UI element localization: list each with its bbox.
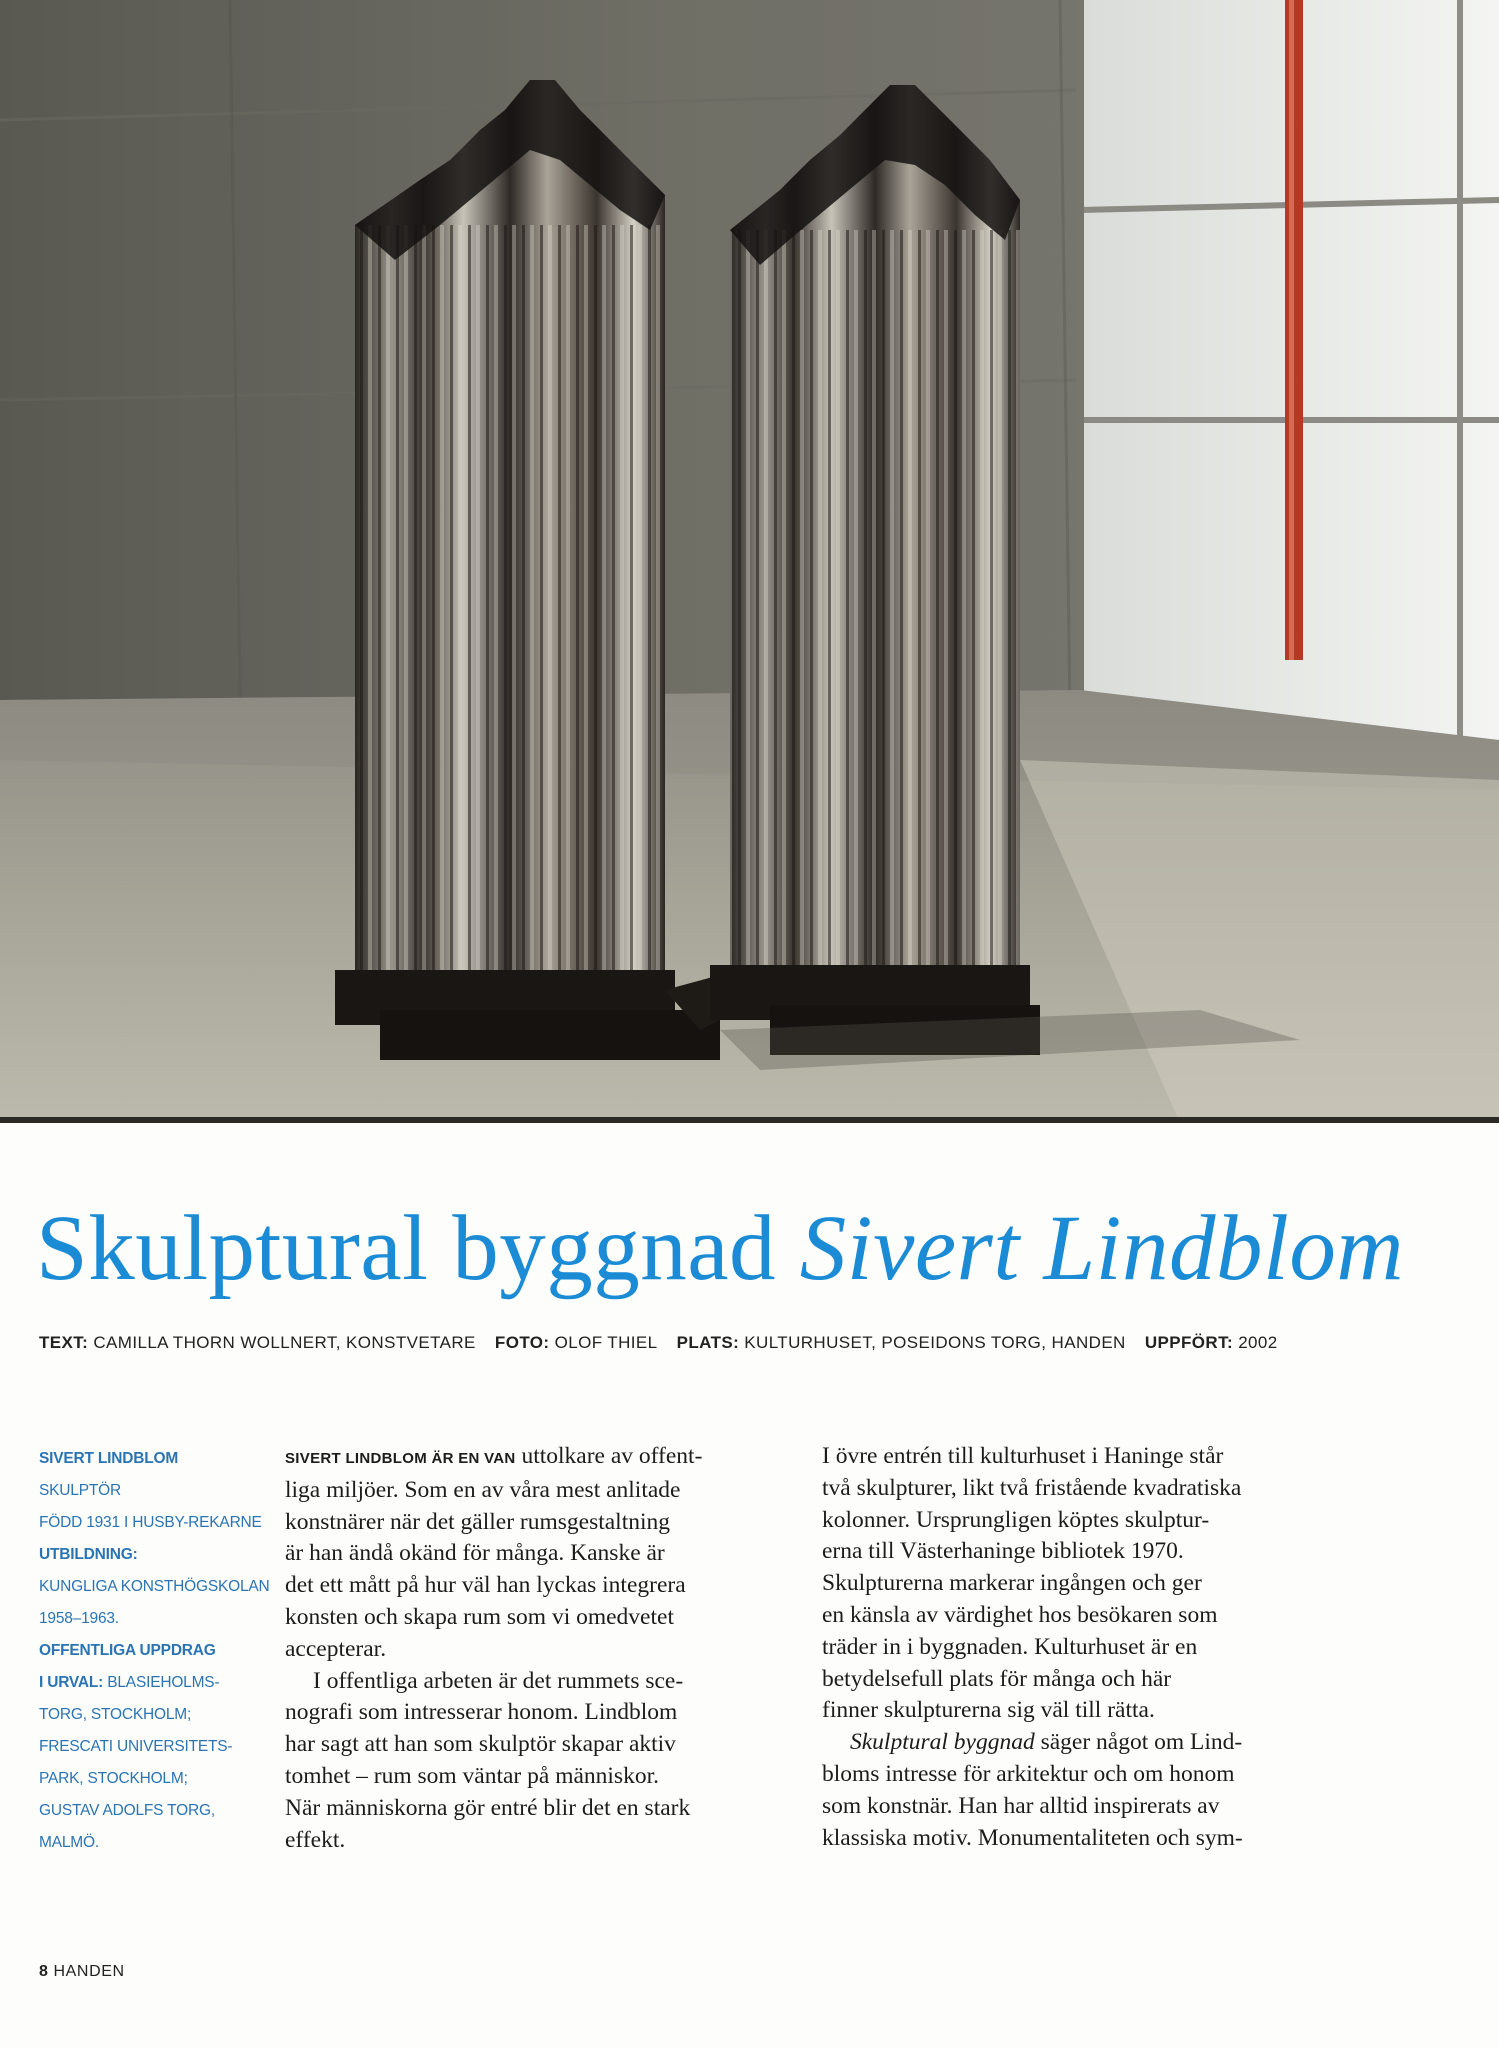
body-lines (822, 1441, 1312, 1727)
body-line: träder in i byggnaden. Kulturhuset är en (822, 1633, 1198, 1660)
body-line: När människorna gör entré blir det en stark (285, 1794, 691, 1821)
body-line: konsten och skapa rum som vi omedvetet (285, 1603, 674, 1630)
factbox-education-line: 1958–1963. (39, 1610, 119, 1627)
body-line: accepterar. (285, 1635, 387, 1662)
factbox-role: SKULPTÖR (39, 1482, 121, 1499)
sculpture-right (710, 85, 1040, 1055)
title-main: Skulptural byggnad (36, 1197, 777, 1300)
body-line-rest: säger något om Lind- (1034, 1729, 1243, 1756)
factbox-born: FÖDD 1931 I HUSBY-REKARNE (39, 1514, 262, 1531)
factbox-commission-line: BLASIEHOLMS- (107, 1674, 220, 1691)
factbox-education-line: KUNGLIGA KONSTHÖGSKOLAN (39, 1578, 270, 1595)
body-lines (285, 1475, 775, 1857)
factbox-education-label: UTBILDNING: (39, 1546, 138, 1563)
italic-work-title: Skulptural byggnad (850, 1729, 1035, 1756)
page-number: 8 (39, 1963, 49, 1980)
body-line: effekt. (285, 1826, 346, 1853)
credits-line (39, 1333, 1278, 1353)
body-line: som konstnär. Han har alltid inspirerats av (822, 1792, 1220, 1819)
body-line (285, 1441, 775, 1475)
body-line: I offentliga arbeten är det rummets sce- (313, 1667, 684, 1694)
factbox-commission-line: PARK, STOCKHOLM; (39, 1770, 188, 1787)
body-line: är han ändå okänd för många. Kanske är (285, 1540, 665, 1567)
body-line: det ett mått på hur väl han lyckas integrera (285, 1572, 686, 1599)
credit-label-plats: PLATS: (676, 1333, 740, 1352)
factbox-commission-line: TORG, STOCKHOLM; (39, 1706, 192, 1723)
body-line: Skulpturerna markerar ingången och ger (822, 1570, 1202, 1597)
body-line: bloms intresse för arkitektur och om honom (822, 1760, 1235, 1787)
credit-value-plats: KULTURHUSET, POSEIDONS TORG, HANDEN (744, 1333, 1126, 1352)
factbox-commission-line: MALMÖ. (39, 1834, 99, 1851)
magazine-name: HANDEN (53, 1963, 125, 1980)
credit-label-text: TEXT: (39, 1333, 89, 1352)
body-column-2 (822, 1441, 1312, 1854)
factbox-commission-line: FRESCATI UNIVERSITETS- (39, 1738, 233, 1755)
body-line: konstnärer när det gäller rumsgestaltning (285, 1508, 671, 1535)
body-column-1 (285, 1441, 775, 1856)
credit-label-uppfort: UPPFÖRT: (1144, 1333, 1234, 1352)
factbox-commissions-label: OFFENTLIGA UPPDRAG (39, 1642, 216, 1659)
body-line: erna till Västerhaninge bibliotek 1970. (822, 1538, 1184, 1565)
body-line: liga miljöer. Som en av våra mest anlitade (285, 1476, 681, 1503)
body-line: nografi som intresserar honom. Lindblom (285, 1699, 678, 1726)
credit-value-text: CAMILLA THORN WOLLNERT, KONSTVETARE (93, 1333, 476, 1352)
factbox-name: SIVERT LINDBLOM (39, 1450, 179, 1467)
page-footer (39, 1963, 125, 1981)
credit-value-uppfort: 2002 (1238, 1333, 1278, 1352)
credit-value-foto: OLOF THIEL (554, 1333, 658, 1352)
credit-label-foto: FOTO: (494, 1333, 550, 1352)
lead-in: SIVERT LINDBLOM ÄR EN VAN (285, 1450, 516, 1467)
body-line: två skulpturer, likt två fristående kvadratiska (822, 1474, 1242, 1501)
factbox-commission-line: GUSTAV ADOLFS TORG, (39, 1802, 215, 1819)
body-line (822, 1727, 1312, 1759)
body-line: I övre entrén till kulturhuset i Haninge står (822, 1443, 1224, 1469)
body-line-rest: uttolkare av offent- (515, 1443, 703, 1469)
article-title (36, 1198, 1404, 1300)
body-line: har sagt att han som skulptör skapar aktiv (285, 1731, 676, 1758)
body-line: tomhet – rum som väntar på människor. (285, 1762, 659, 1789)
factbox-commissions-label: I URVAL: (39, 1674, 104, 1691)
body-line: kolonner. Ursprungligen köptes skulptur- (822, 1506, 1210, 1533)
body-line: en känsla av värdighet hos besökaren som (822, 1601, 1218, 1628)
body-line: finner skulpturerna sig väl till rätta. (822, 1697, 1155, 1724)
body-line: betydelsefull plats för många och här (822, 1665, 1172, 1692)
title-artist: Sivert Lindblom (799, 1197, 1405, 1300)
body-line: klassiska motiv. Monumentaliteten och sym- (822, 1824, 1243, 1851)
body-lines (822, 1759, 1312, 1854)
artist-factbox (39, 1443, 269, 1859)
